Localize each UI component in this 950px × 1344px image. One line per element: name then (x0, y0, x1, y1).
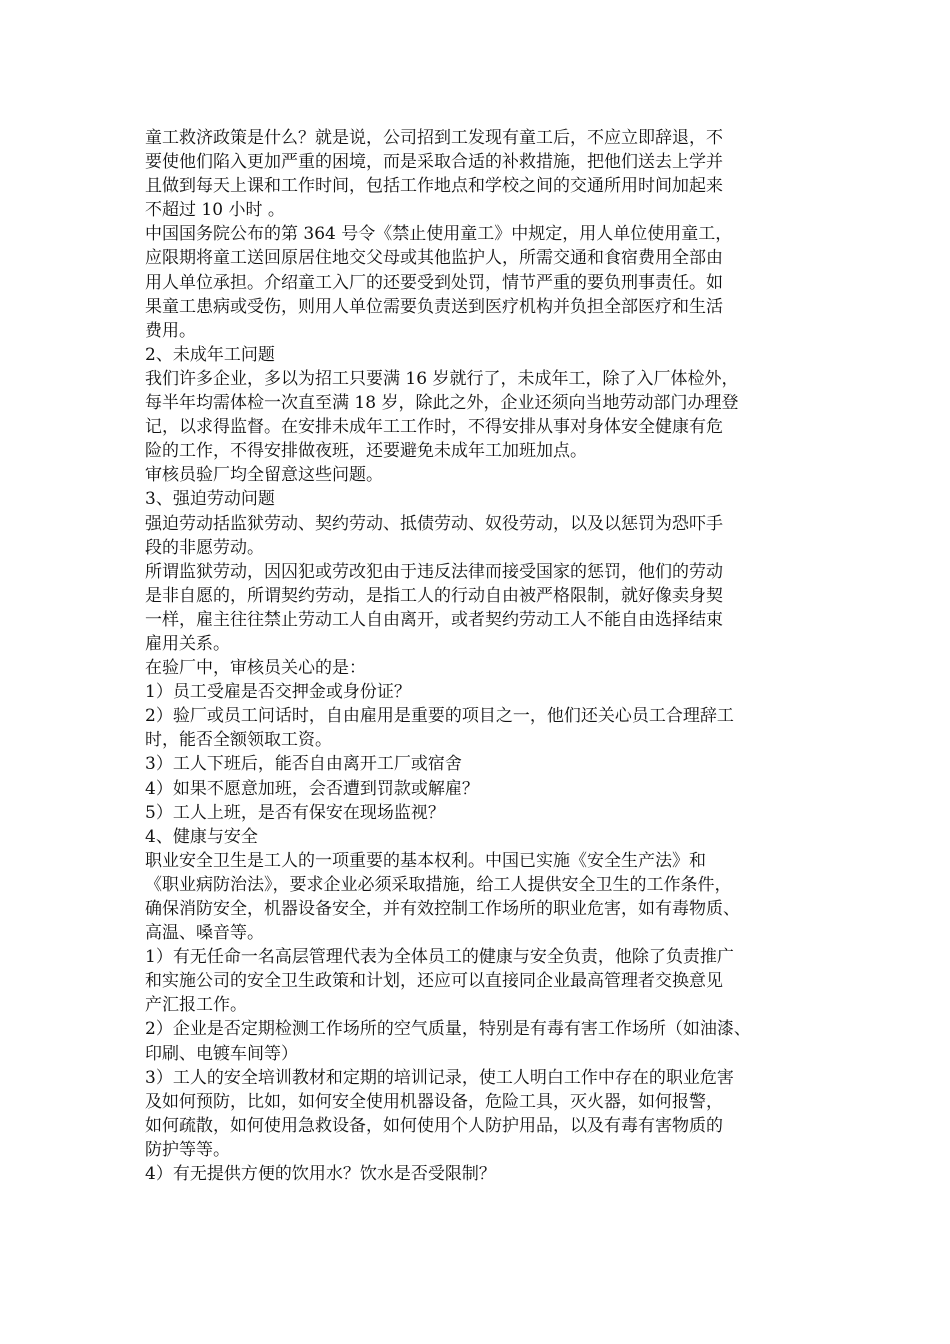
item-air-quality (145, 1017, 817, 1065)
text-line: 3）工人的安全培训教材和定期的培训记录，使工人明白工作中存在的职业危害 (145, 1067, 734, 1088)
text-line: 4、健康与安全 (145, 826, 258, 847)
text-line: 险的工作，不得安排做夜班，还要避免未成年工加班加点。 (145, 441, 587, 462)
text-line: 2、未成年工问题 (145, 344, 275, 365)
text-line: 印刷、电镀车间等） (145, 1043, 298, 1064)
text-line: 雇用关系。 (145, 633, 230, 654)
item-deposit (145, 680, 817, 704)
text-line: 及如何预防，比如，如何安全使用机器设备，危险工具，灭火器，如何报警， (145, 1091, 723, 1112)
text-line: 果童工患病或受伤，则用人单位需要负责送到医疗机构并负担全部医疗和生活 (145, 296, 723, 317)
text-line: 要使他们陷入更加严重的困境，而是采取合适的补救措施，把他们送去上学并 (145, 152, 723, 173)
item-leave-factory (145, 752, 817, 776)
text-line: 高温、嗓音等。 (145, 923, 264, 944)
text-line: 不超过 10 小时 。 (145, 200, 285, 221)
text-line: 在验厂中，审核员关心的是： (145, 658, 366, 679)
heading-forced-labor (145, 487, 817, 511)
text-line: 记，以求得监督。在安排未成年工工作时，不得安排从事对身体安全健康有危 (145, 417, 723, 438)
document-body (145, 126, 817, 1186)
item-overtime-penalty (145, 777, 817, 801)
text-line: 时，能否全额领取工资。 (145, 730, 332, 751)
text-line: 是非自愿的，所谓契约劳动，是指工人的行动自由被严格限制，就好像卖身契 (145, 585, 723, 606)
para-prison-contract-labor (145, 560, 817, 656)
text-line: 强迫劳动括监狱劳动、契约劳动、抵债劳动、奴役劳动，以及以惩罚为恐吓手 (145, 513, 723, 534)
text-line: 职业安全卫生是工人的一项重要的基本权利。中国已实施《安全生产法》和 (145, 850, 706, 871)
text-line: 和实施公司的安全卫生政策和计划，还应可以直接同企业最高管理者交换意见 (145, 971, 723, 992)
text-line: 2）企业是否定期检测工作场所的空气质量，特别是有毒有害工作场所（如油漆、 (145, 1019, 751, 1040)
text-line: 4）如果不愿意加班，会否遭到罚款或解雇？ (145, 778, 479, 799)
item-drinking-water (145, 1162, 817, 1186)
text-line: 我们许多企业，多以为招工只要满 16 岁就行了，未成年工，除了入厂体检外， (145, 368, 739, 389)
para-auditor-concerns (145, 656, 817, 680)
text-line: 3、强迫劳动问题 (145, 489, 275, 510)
text-line: 每半年均需体检一次直至满 18 岁，除此之外，企业还须向当地劳动部门办理登 (145, 393, 739, 414)
text-line: 如何疏散，如何使用急救设备，如何使用个人防护用品，以及有毒有害物质的 (145, 1115, 723, 1136)
text-line: 段的非愿劳动。 (145, 537, 264, 558)
para-minor-workers (145, 367, 817, 463)
text-line: 2）验厂或员工问话时，自由雇用是重要的项目之一，他们还关心员工合理辞工 (145, 706, 734, 727)
text-line: 《职业病防治法》，要求企业必须采取措施，给工人提供安全卫生的工作条件， (145, 874, 732, 895)
text-line: 童工救济政策是什么？就是说，公司招到工发现有童工后，不应立即辞退，不 (145, 128, 723, 148)
text-line: 一样，雇主往往禁止劳动工人自由离开，或者契约劳动工人不能自由选择结束 (145, 609, 723, 630)
para-child-labor-remedy (145, 126, 817, 222)
text-line: 用人单位承担。介绍童工入厂的还要受到处罚，情节严重的要负刑事责任。如 (145, 272, 723, 293)
heading-health-safety (145, 825, 817, 849)
item-safety-training (145, 1066, 817, 1162)
text-line: 且做到每天上课和工作时间，包括工作地点和学校之间的交通所用时间加起来 (145, 176, 723, 197)
text-line: 1）员工受雇是否交押金或身份证？ (145, 682, 411, 703)
text-line: 4）有无提供方便的饮用水？饮水是否受限制？ (145, 1164, 496, 1185)
text-line: 产汇报工作。 (145, 995, 247, 1016)
para-forced-labor-definition (145, 512, 817, 560)
item-resignation-wages (145, 704, 817, 752)
text-line: 费用。 (145, 320, 196, 341)
item-senior-manager (145, 945, 817, 1017)
text-line: 5）工人上班，是否有保安在现场监视？ (145, 802, 445, 823)
text-line: 3）工人下班后，能否自由离开工厂或宿舍 (145, 754, 462, 775)
para-health-safety-law (145, 849, 817, 945)
text-line: 确保消防安全，机器设备安全，并有效控制工作场所的职业危害，如有毒物质、 (145, 899, 740, 919)
text-line: 所谓监狱劳动，因囚犯或劳改犯由于违反法律而接受国家的惩罚，他们的劳动 (145, 561, 723, 582)
para-auditor-note (145, 463, 817, 487)
item-security-guard (145, 801, 817, 825)
para-state-council-order (145, 222, 817, 342)
text-line: 审核员验厂均全留意这些问题。 (145, 465, 383, 486)
heading-minor-workers (145, 343, 817, 367)
text-line: 应限期将童工送回原居住地交父母或其他监护人，所需交通和食宿费用全部由 (145, 248, 723, 269)
text-line: 防护等等。 (145, 1139, 230, 1160)
text-line: 1）有无任命一名高层管理代表为全体员工的健康与安全负责，他除了负责推广 (145, 947, 734, 968)
text-line: 中国国务院公布的第 364 号令《禁止使用童工》中规定，用人单位使用童工， (145, 224, 733, 245)
